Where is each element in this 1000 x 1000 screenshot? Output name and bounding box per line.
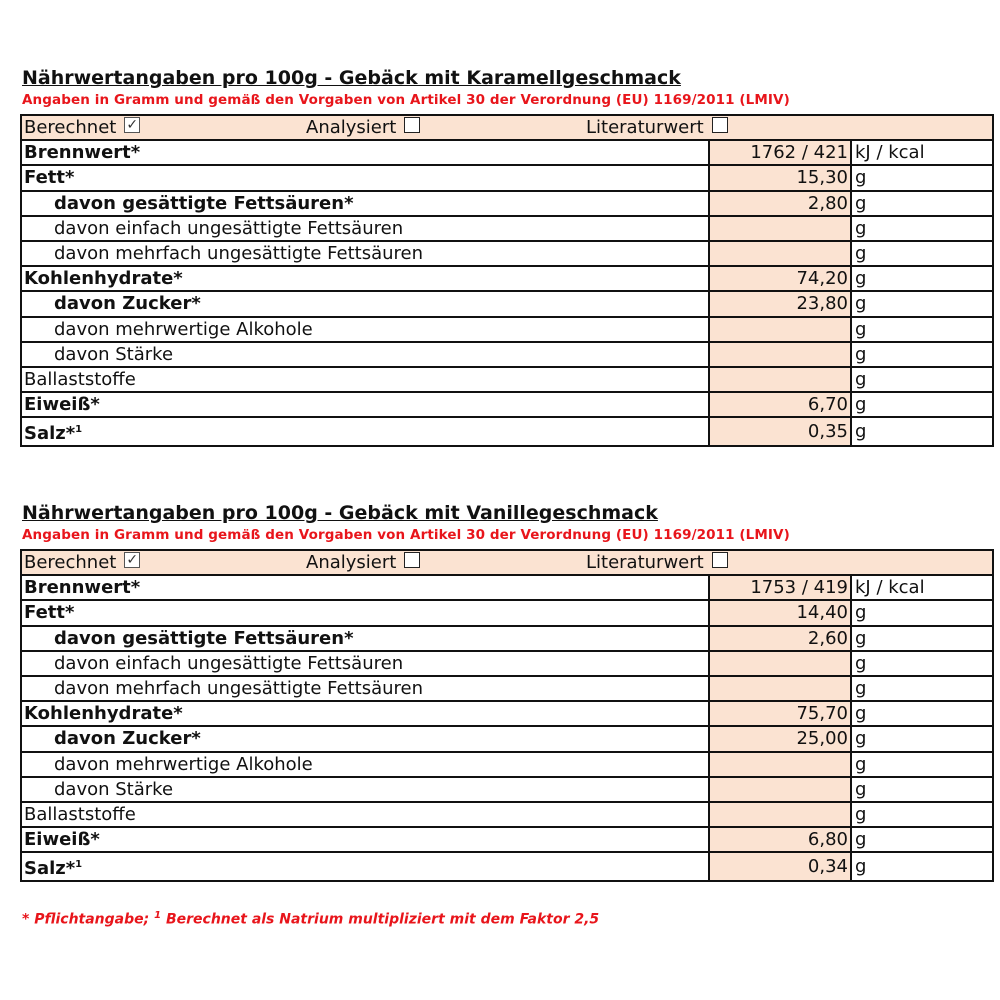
row-unit: g bbox=[851, 802, 993, 827]
method-analysiert bbox=[306, 116, 586, 139]
table-row bbox=[21, 626, 993, 651]
row-label: davon mehrfach ungesättigte Fettsäuren bbox=[21, 676, 709, 701]
row-value bbox=[709, 802, 851, 827]
method-label: Analysiert bbox=[306, 552, 397, 574]
table-row bbox=[21, 191, 993, 216]
row-label: Brennwert* bbox=[21, 140, 709, 165]
row-value: 15,30 bbox=[709, 165, 851, 190]
row-unit: g bbox=[851, 676, 993, 701]
method-cell bbox=[21, 115, 993, 140]
row-label: Eiweiß* bbox=[21, 827, 709, 852]
row-unit: g bbox=[851, 392, 993, 417]
row-unit: g bbox=[851, 417, 993, 446]
row-label: Kohlenhydrate* bbox=[21, 701, 709, 726]
table-row bbox=[21, 600, 993, 625]
method-label: Literaturwert bbox=[586, 117, 704, 139]
row-label: Salz* bbox=[24, 423, 76, 445]
row-value bbox=[709, 317, 851, 342]
row-unit: g bbox=[851, 317, 993, 342]
row-value: 1762 / 421 bbox=[709, 140, 851, 165]
row-label: Brennwert* bbox=[21, 575, 709, 600]
row-unit: g bbox=[851, 342, 993, 367]
checkbox-analysiert[interactable] bbox=[404, 552, 420, 568]
checkbox-berechnet[interactable] bbox=[124, 117, 140, 133]
row-value: 14,40 bbox=[709, 600, 851, 625]
footnote-mandatory: * Pflichtangabe; bbox=[22, 911, 150, 928]
row-value: 25,00 bbox=[709, 726, 851, 751]
table-row bbox=[21, 266, 993, 291]
row-label: davon gesättigte Fettsäuren* bbox=[21, 626, 709, 651]
row-unit: g bbox=[851, 827, 993, 852]
row-value bbox=[709, 367, 851, 392]
table-row bbox=[21, 752, 993, 777]
row-value bbox=[709, 241, 851, 266]
row-unit: g bbox=[851, 701, 993, 726]
row-value bbox=[709, 342, 851, 367]
table-row bbox=[21, 140, 993, 165]
table-row bbox=[21, 852, 993, 881]
method-label: Berechnet bbox=[24, 552, 117, 574]
row-value: 0,35 bbox=[709, 417, 851, 446]
checkbox-literaturwert[interactable] bbox=[712, 552, 728, 568]
table-row bbox=[21, 417, 993, 446]
method-label: Berechnet bbox=[24, 117, 117, 139]
row-label: davon gesättigte Fettsäuren* bbox=[21, 191, 709, 216]
nutrition-table bbox=[20, 114, 994, 447]
section-subtitle: Angaben in Gramm und gemäß den Vorgaben von Artikel 30 der Verordnung (EU) 1169/2011 (LMIV) bbox=[22, 92, 790, 108]
row-value: 1753 / 419 bbox=[709, 575, 851, 600]
table-row bbox=[21, 701, 993, 726]
row-label: davon Zucker* bbox=[21, 726, 709, 751]
method-berechnet bbox=[22, 551, 306, 574]
row-unit: g bbox=[851, 600, 993, 625]
method-label: Literaturwert bbox=[586, 552, 704, 574]
row-value: 0,34 bbox=[709, 852, 851, 881]
row-value: 6,80 bbox=[709, 827, 851, 852]
section-title: Nährwertangaben pro 100g - Gebäck mit Vanillegeschmack bbox=[22, 502, 658, 524]
table-row bbox=[21, 651, 993, 676]
footnote-sodium: Berechnet als Natrium multipliziert mit dem Faktor 2,5 bbox=[165, 911, 600, 928]
footnote-marker: 1 bbox=[75, 859, 83, 871]
table-row bbox=[21, 367, 993, 392]
table-row bbox=[21, 676, 993, 701]
table-row bbox=[21, 575, 993, 600]
method-row bbox=[21, 550, 993, 575]
row-label: Kohlenhydrate* bbox=[21, 266, 709, 291]
row-value bbox=[709, 752, 851, 777]
table-row bbox=[21, 291, 993, 316]
table-row bbox=[21, 165, 993, 190]
row-unit: g bbox=[851, 191, 993, 216]
table-row bbox=[21, 392, 993, 417]
footnote-marker: 1 bbox=[75, 424, 83, 436]
row-unit: kJ / kcal bbox=[851, 140, 993, 165]
row-label: Fett* bbox=[21, 165, 709, 190]
row-value bbox=[709, 777, 851, 802]
row-label: davon einfach ungesättigte Fettsäuren bbox=[21, 216, 709, 241]
row-unit: g bbox=[851, 777, 993, 802]
row-label: davon mehrfach ungesättigte Fettsäuren bbox=[21, 241, 709, 266]
method-analysiert bbox=[306, 551, 586, 574]
method-row bbox=[21, 115, 993, 140]
checkbox-literaturwert[interactable] bbox=[712, 117, 728, 133]
row-value bbox=[709, 216, 851, 241]
row-value: 74,20 bbox=[709, 266, 851, 291]
row-label: Eiweiß* bbox=[21, 392, 709, 417]
table-row bbox=[21, 216, 993, 241]
table-row bbox=[21, 241, 993, 266]
row-label-cell bbox=[21, 417, 709, 446]
section-subtitle: Angaben in Gramm und gemäß den Vorgaben von Artikel 30 der Verordnung (EU) 1169/2011 (LMIV) bbox=[22, 527, 790, 543]
method-label: Analysiert bbox=[306, 117, 397, 139]
row-value: 23,80 bbox=[709, 291, 851, 316]
row-unit: g bbox=[851, 852, 993, 881]
checkbox-analysiert[interactable] bbox=[404, 117, 420, 133]
row-unit: g bbox=[851, 241, 993, 266]
row-unit: g bbox=[851, 651, 993, 676]
table-row bbox=[21, 777, 993, 802]
method-literaturwert bbox=[586, 551, 728, 574]
footnote-sup: 1 bbox=[154, 910, 162, 921]
checkbox-berechnet[interactable] bbox=[124, 552, 140, 568]
row-label: davon Zucker* bbox=[21, 291, 709, 316]
nutrition-section-caramel bbox=[20, 66, 992, 447]
row-unit: g bbox=[851, 291, 993, 316]
row-label-cell bbox=[21, 852, 709, 881]
row-label: davon mehrwertige Alkohole bbox=[21, 752, 709, 777]
row-label: Salz* bbox=[24, 858, 76, 880]
row-unit: g bbox=[851, 367, 993, 392]
row-label: davon Stärke bbox=[21, 777, 709, 802]
table-row bbox=[21, 827, 993, 852]
row-label: Fett* bbox=[21, 600, 709, 625]
row-label: Ballaststoffe bbox=[21, 802, 709, 827]
table-row bbox=[21, 317, 993, 342]
row-label: davon einfach ungesättigte Fettsäuren bbox=[21, 651, 709, 676]
row-unit: g bbox=[851, 752, 993, 777]
row-unit: g bbox=[851, 626, 993, 651]
row-unit: g bbox=[851, 266, 993, 291]
row-value bbox=[709, 651, 851, 676]
section-title: Nährwertangaben pro 100g - Gebäck mit Karamellgeschmack bbox=[22, 67, 681, 89]
row-value: 2,80 bbox=[709, 191, 851, 216]
row-value: 75,70 bbox=[709, 701, 851, 726]
row-value: 2,60 bbox=[709, 626, 851, 651]
table-row bbox=[21, 726, 993, 751]
footnote bbox=[22, 910, 599, 928]
table-row bbox=[21, 342, 993, 367]
table-row bbox=[21, 802, 993, 827]
row-label: Ballaststoffe bbox=[21, 367, 709, 392]
row-label: davon Stärke bbox=[21, 342, 709, 367]
row-label: davon mehrwertige Alkohole bbox=[21, 317, 709, 342]
method-cell bbox=[21, 550, 993, 575]
nutrition-section-vanilla bbox=[20, 501, 992, 882]
method-berechnet bbox=[22, 116, 306, 139]
method-literaturwert bbox=[586, 116, 728, 139]
row-value bbox=[709, 676, 851, 701]
row-value: 6,70 bbox=[709, 392, 851, 417]
row-unit: g bbox=[851, 726, 993, 751]
row-unit: g bbox=[851, 216, 993, 241]
nutrition-table bbox=[20, 549, 994, 882]
row-unit: kJ / kcal bbox=[851, 575, 993, 600]
row-unit: g bbox=[851, 165, 993, 190]
